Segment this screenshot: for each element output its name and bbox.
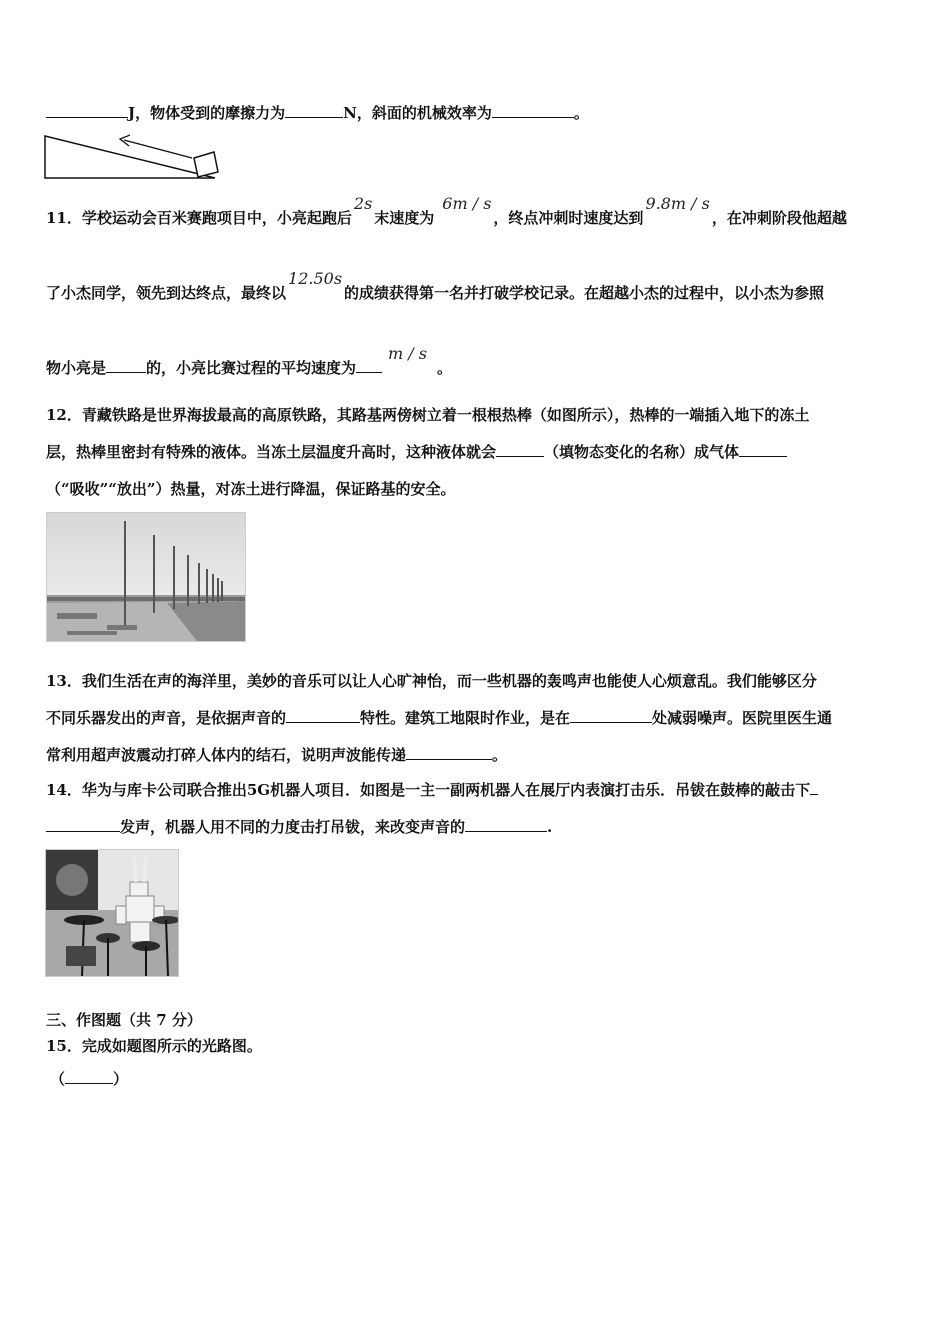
q13-line-2: 不同乐器发出的声音，是依据声音的 特性。建筑工地限时作业，是在 处减弱噪声。医院里医生通 [46,709,833,727]
math-6ms: 6m / s [442,194,492,213]
math-12-50s: 12.50s [288,269,343,288]
answer-blank [570,708,652,723]
section-3-heading: 三、作图题（共 7 分） [46,1011,202,1029]
answer-blank [46,103,128,118]
q11-line-1: 11．学校运动会百米赛跑项目中，小亮起跑后2s末速度为6m / s，终点冲刺时速度达到9.8m / s，在冲刺阶段他超越 [46,194,847,227]
answer-blank [356,358,382,373]
q15-line-1: 15．完成如题图所示的光路图。 [46,1037,262,1055]
robot-drummer-photo [45,849,179,977]
answer-blank [46,817,120,832]
q11-line-3: 物小亮是 的，小亮比赛过程的平均速度为m / s。 [46,344,452,377]
answer-blank [465,817,547,832]
answer-blank [810,780,818,795]
answer-blank [285,103,343,118]
q10-line [46,103,589,123]
answer-blank [492,103,574,118]
heat-rod-railway-photo [46,512,246,642]
answer-blank [496,442,544,457]
answer-blank [286,708,360,723]
answer-blank [106,358,146,373]
q13-line-1: 13．我们生活在声的海洋里，美妙的音乐可以让人心旷神怡，而一些机器的轰鸣声也能使人心烦意乱。我们能够区分 [46,672,817,690]
math-2s: 2s [353,194,373,213]
q12-line-1: 12．青藏铁路是世界海拔最高的高原铁路，其路基两傍树立着一根根热棒（如图所示），热棒的一端插入地下的冻土 [46,406,810,424]
q15-line-2: （ ） [50,1070,129,1088]
math-9-8ms: 9.8m / s [645,194,710,213]
incline-figure [44,132,220,182]
block-on-incline [194,152,218,177]
q13-line-3: 常利用超声波震动打碎人体内的结石，说明声波能传递 。 [46,746,508,764]
math-ms: m / s [388,344,427,363]
q14-line-2: 发声，机器人用不同的力度击打吊钹，来改变声音的 . [46,817,552,837]
answer-blank [739,442,787,457]
q12-line-2: 层，热棒里密封有特殊的液体。当冻土层温度升高时，这种液体就会 （填物态变化的名称）成气体 [46,442,787,462]
q12-line-3: （“吸收”“放出”）热量，对冻土进行降温，保证路基的安全。 [46,480,456,498]
q10-text-c: 。 [573,104,589,122]
answer-blank [406,745,492,760]
q10-text-b: N，斜面的机械效率为 [343,104,492,122]
pull-arrow-line [124,140,192,158]
answer-blank [65,1069,113,1084]
q14-line-1: 14．华为与库卡公司联合推出5G机器人项目．如图是一主一副两机器人在展厅内表演打击乐．吊钹在鼓棒的敲击下 [46,780,818,800]
q10-text-a: J，物体受到的摩擦力为 [128,104,286,122]
q11-line-2: 了小杰同学，领先到达终点，最终以12.50s的成绩获得第一名并打破学校记录。在超越小杰的过程中，以小杰为参照 [46,269,825,302]
